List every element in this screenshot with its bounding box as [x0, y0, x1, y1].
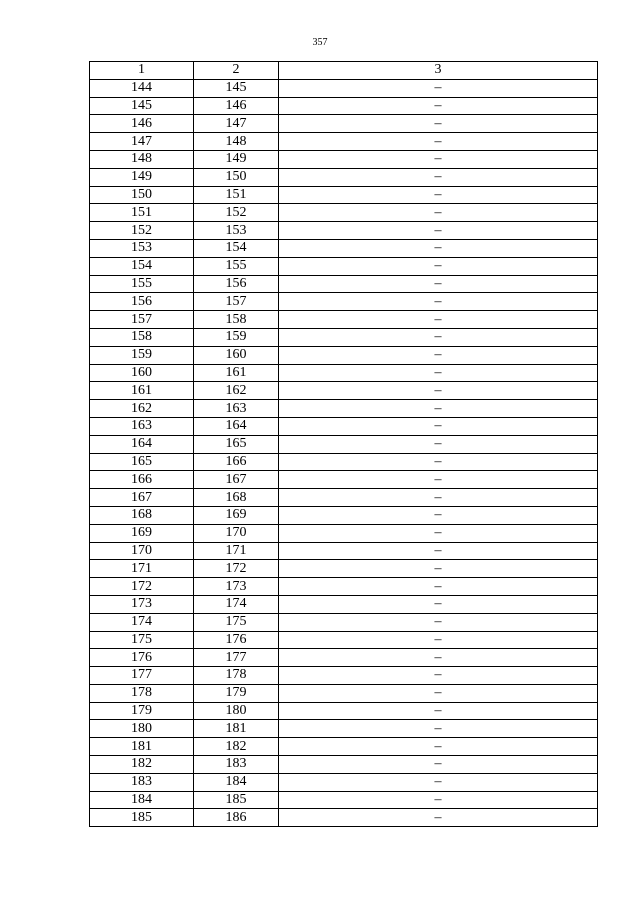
table-cell-col3: – — [279, 506, 598, 524]
table-cell-col2: 181 — [194, 720, 279, 738]
page-number: 357 — [312, 37, 328, 48]
table-cell-col2: 149 — [194, 150, 279, 168]
table-cell-col1: 178 — [90, 684, 194, 702]
table-cell-col1: 168 — [90, 506, 194, 524]
table-row — [90, 222, 598, 240]
table-cell-col1: 185 — [90, 809, 194, 827]
table-cell-col2: 169 — [194, 506, 279, 524]
table-row — [90, 275, 598, 293]
table-cell-col2: 177 — [194, 649, 279, 667]
table-cell-col3: – — [279, 560, 598, 578]
table-header-row — [90, 62, 598, 80]
table-row — [90, 133, 598, 151]
table-cell-col2: 150 — [194, 168, 279, 186]
table-cell-col1: 146 — [90, 115, 194, 133]
table-cell-col3: – — [279, 239, 598, 257]
table-cell-col3: – — [279, 346, 598, 364]
table-cell-col2: 154 — [194, 239, 279, 257]
table-cell-col3: – — [279, 773, 598, 791]
table-cell-col1: 160 — [90, 364, 194, 382]
table-cell-col2: 146 — [194, 97, 279, 115]
table-row — [90, 115, 598, 133]
table-cell-col1: 150 — [90, 186, 194, 204]
table-cell-col3: – — [279, 133, 598, 151]
table-cell-col3: – — [279, 667, 598, 685]
table-cell-col1: 174 — [90, 613, 194, 631]
table-cell-col2: 176 — [194, 631, 279, 649]
table-cell-col3: – — [279, 453, 598, 471]
table-cell-col1: 148 — [90, 150, 194, 168]
table-cell-col1: 147 — [90, 133, 194, 151]
table-cell-col1: 144 — [90, 79, 194, 97]
table-cell-col3: – — [279, 115, 598, 133]
table-row — [90, 756, 598, 774]
table-cell-col3: – — [279, 524, 598, 542]
table-row — [90, 186, 598, 204]
table-cell-col2: 182 — [194, 738, 279, 756]
table-cell-col3: – — [279, 542, 598, 560]
table-cell-col3: – — [279, 435, 598, 453]
table-cell-col3: – — [279, 578, 598, 596]
table-cell-col1: 164 — [90, 435, 194, 453]
table-cell-col2: 184 — [194, 773, 279, 791]
table-cell-col2: 148 — [194, 133, 279, 151]
table-cell-col2: 160 — [194, 346, 279, 364]
table-row — [90, 560, 598, 578]
table-cell-col3: – — [279, 168, 598, 186]
table-row — [90, 471, 598, 489]
table-cell-col2: 161 — [194, 364, 279, 382]
table-cell-col1: 175 — [90, 631, 194, 649]
table-cell-col1: 172 — [90, 578, 194, 596]
table-cell-col1: 167 — [90, 489, 194, 507]
table-cell-col3: – — [279, 756, 598, 774]
table-cell-col1: 153 — [90, 239, 194, 257]
table-cell-col3: – — [279, 684, 598, 702]
table-cell-col1: 162 — [90, 400, 194, 418]
table-cell-col1: 145 — [90, 97, 194, 115]
table-cell-col3: – — [279, 417, 598, 435]
table-cell-col3: – — [279, 809, 598, 827]
data-table — [89, 61, 598, 827]
table-row — [90, 168, 598, 186]
table-cell-col1: 183 — [90, 773, 194, 791]
table-cell-col3: – — [279, 97, 598, 115]
table-cell-col3: – — [279, 471, 598, 489]
table-row — [90, 453, 598, 471]
table-cell-col2: 179 — [194, 684, 279, 702]
table-row — [90, 578, 598, 596]
table-cell-col2: 174 — [194, 595, 279, 613]
table-cell-col1: 154 — [90, 257, 194, 275]
table-cell-col1: 155 — [90, 275, 194, 293]
table-cell-col1: 171 — [90, 560, 194, 578]
table-row — [90, 150, 598, 168]
table-cell-col1: 170 — [90, 542, 194, 560]
table-cell-col2: 164 — [194, 417, 279, 435]
table-cell-col2: 159 — [194, 328, 279, 346]
table-cell-col1: 159 — [90, 346, 194, 364]
table-cell-col3: – — [279, 79, 598, 97]
table-cell-col2: 178 — [194, 667, 279, 685]
table-cell-col3: – — [279, 293, 598, 311]
table-cell-col2: 151 — [194, 186, 279, 204]
header-cell-col3: 3 — [279, 62, 598, 80]
table-row — [90, 791, 598, 809]
table-cell-col3: – — [279, 382, 598, 400]
table-cell-col2: 186 — [194, 809, 279, 827]
table-row — [90, 613, 598, 631]
table-cell-col2: 157 — [194, 293, 279, 311]
table-cell-col1: 179 — [90, 702, 194, 720]
table-row — [90, 382, 598, 400]
table-cell-col1: 181 — [90, 738, 194, 756]
table-row — [90, 524, 598, 542]
table-cell-col2: 185 — [194, 791, 279, 809]
table-cell-col2: 166 — [194, 453, 279, 471]
table-row — [90, 631, 598, 649]
table-cell-col2: 173 — [194, 578, 279, 596]
table-cell-col1: 182 — [90, 756, 194, 774]
table-row — [90, 346, 598, 364]
table-cell-col3: – — [279, 400, 598, 418]
table-row — [90, 684, 598, 702]
table-cell-col2: 162 — [194, 382, 279, 400]
table-cell-col3: – — [279, 328, 598, 346]
table-row — [90, 435, 598, 453]
table-cell-col2: 180 — [194, 702, 279, 720]
table-cell-col1: 149 — [90, 168, 194, 186]
table-body — [90, 62, 598, 827]
table-row — [90, 595, 598, 613]
table-cell-col2: 172 — [194, 560, 279, 578]
table-row — [90, 257, 598, 275]
table-row — [90, 506, 598, 524]
table-row — [90, 417, 598, 435]
table-cell-col2: 171 — [194, 542, 279, 560]
header-cell-col1: 1 — [90, 62, 194, 80]
table-row — [90, 489, 598, 507]
table-cell-col1: 176 — [90, 649, 194, 667]
table-row — [90, 328, 598, 346]
table-cell-col3: – — [279, 311, 598, 329]
table-cell-col3: – — [279, 275, 598, 293]
table-cell-col2: 168 — [194, 489, 279, 507]
table-row — [90, 79, 598, 97]
table-cell-col2: 145 — [194, 79, 279, 97]
header-cell-col2: 2 — [194, 62, 279, 80]
table-cell-col1: 156 — [90, 293, 194, 311]
table-cell-col1: 184 — [90, 791, 194, 809]
table-row — [90, 738, 598, 756]
table-cell-col3: – — [279, 257, 598, 275]
table-cell-col3: – — [279, 186, 598, 204]
table-cell-col1: 165 — [90, 453, 194, 471]
table-cell-col2: 183 — [194, 756, 279, 774]
table-row — [90, 293, 598, 311]
table-cell-col2: 175 — [194, 613, 279, 631]
table-cell-col3: – — [279, 720, 598, 738]
table-cell-col3: – — [279, 791, 598, 809]
table-cell-col3: – — [279, 738, 598, 756]
table-cell-col3: – — [279, 150, 598, 168]
table-row — [90, 364, 598, 382]
table-row — [90, 542, 598, 560]
table-row — [90, 204, 598, 222]
table-row — [90, 773, 598, 791]
table-cell-col2: 156 — [194, 275, 279, 293]
table-cell-col1: 177 — [90, 667, 194, 685]
table-cell-col3: – — [279, 489, 598, 507]
table-cell-col2: 167 — [194, 471, 279, 489]
table-cell-col1: 169 — [90, 524, 194, 542]
table-cell-col1: 151 — [90, 204, 194, 222]
table-cell-col2: 152 — [194, 204, 279, 222]
table-cell-col2: 147 — [194, 115, 279, 133]
table-cell-col1: 158 — [90, 328, 194, 346]
table-cell-col3: – — [279, 222, 598, 240]
table-cell-col3: – — [279, 204, 598, 222]
table-cell-col3: – — [279, 631, 598, 649]
table-row — [90, 239, 598, 257]
table-cell-col2: 163 — [194, 400, 279, 418]
table-row — [90, 97, 598, 115]
table-row — [90, 702, 598, 720]
table-row — [90, 809, 598, 827]
table-cell-col1: 180 — [90, 720, 194, 738]
table-cell-col2: 165 — [194, 435, 279, 453]
table-cell-col3: – — [279, 595, 598, 613]
table-cell-col1: 152 — [90, 222, 194, 240]
table-cell-col1: 163 — [90, 417, 194, 435]
table-cell-col2: 155 — [194, 257, 279, 275]
table-row — [90, 400, 598, 418]
table-cell-col1: 157 — [90, 311, 194, 329]
table-cell-col2: 153 — [194, 222, 279, 240]
table-cell-col1: 161 — [90, 382, 194, 400]
table-cell-col3: – — [279, 702, 598, 720]
table-cell-col1: 173 — [90, 595, 194, 613]
table-cell-col2: 158 — [194, 311, 279, 329]
table-cell-col1: 166 — [90, 471, 194, 489]
table-cell-col3: – — [279, 649, 598, 667]
table-row — [90, 311, 598, 329]
table-row — [90, 720, 598, 738]
table-row — [90, 649, 598, 667]
table-row — [90, 667, 598, 685]
table-cell-col3: – — [279, 364, 598, 382]
table-cell-col2: 170 — [194, 524, 279, 542]
table-cell-col3: – — [279, 613, 598, 631]
